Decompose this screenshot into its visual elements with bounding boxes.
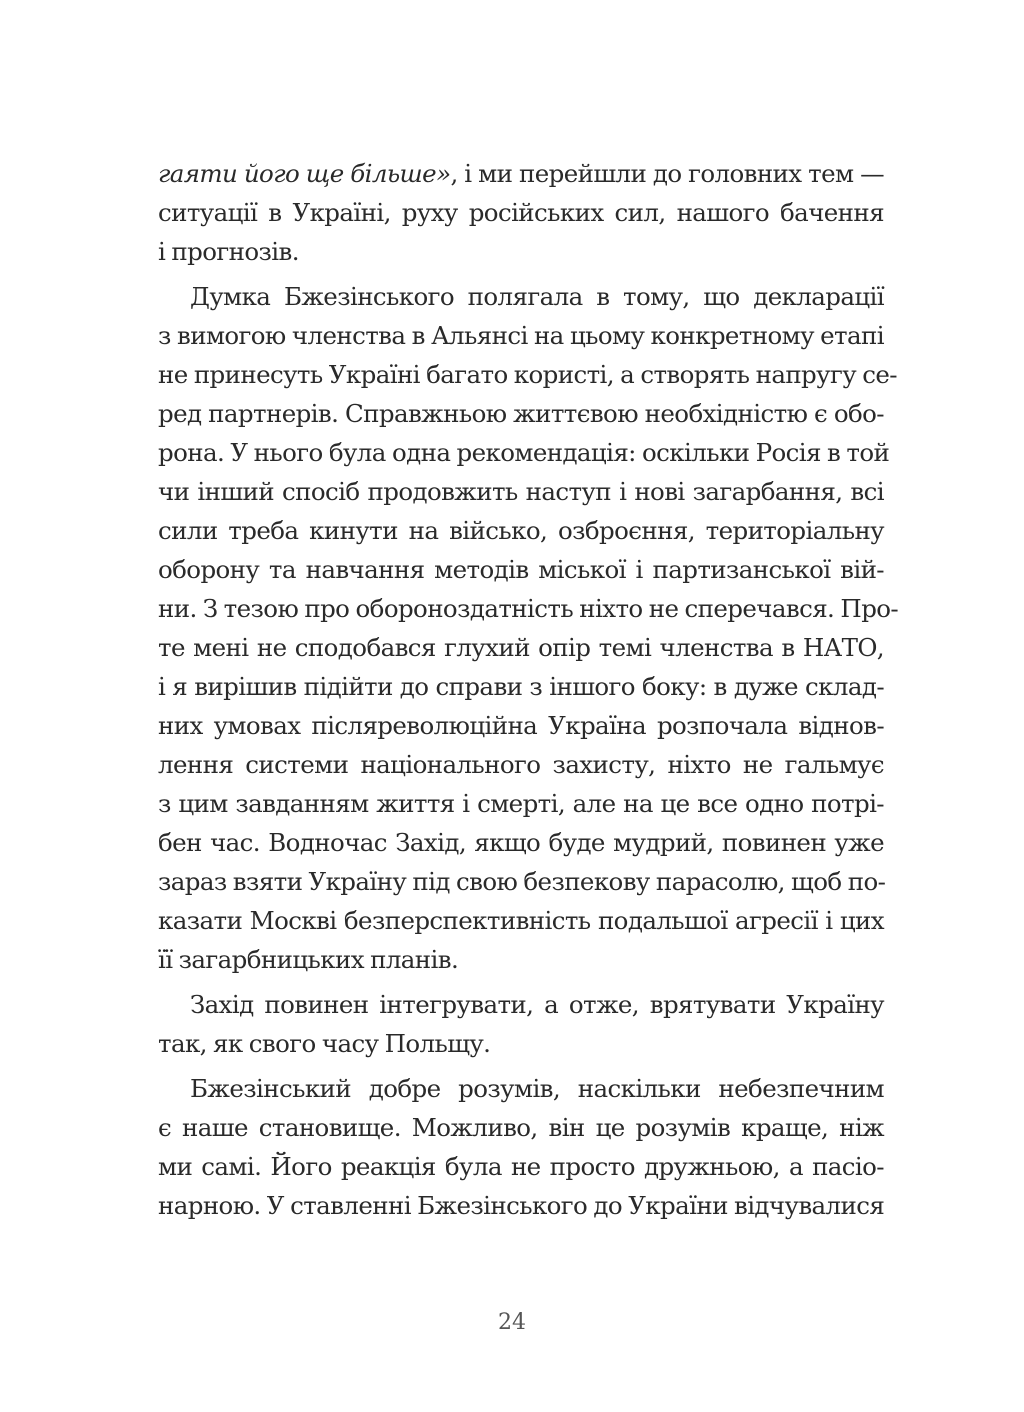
page-body [158, 154, 899, 1225]
text-line [158, 154, 884, 193]
text-line: з вимогою членства в Альянсі на цьому конкретному етапі [158, 321, 884, 350]
text-line: ми самі. Його реакція була не просто дружньою, а пасіо- [158, 1152, 884, 1181]
page-number: 24 [498, 1310, 526, 1335]
text-line: бен час. Водночас Захід, якщо буде мудрий, повинен уже [158, 828, 884, 857]
text-line: чи інший спосіб продовжить наступ і нові загарбання, всі [158, 477, 884, 506]
text-line: нарною. У ставленні Бжезінського до України відчувалися [158, 1191, 885, 1220]
text-line: і прогнозів. [158, 237, 299, 266]
text-line: зараз взяти Україну під свою безпекову парасолю, щоб по- [158, 867, 886, 896]
paragraph-4 [158, 1069, 884, 1225]
text-line: так, як свого часу Польщу. [158, 1029, 491, 1058]
text-line: казати Москві безперспективність подальшої агресії і цих [158, 906, 884, 935]
text-line: них умовах післяреволюційна Україна розпочала віднов- [158, 711, 884, 740]
italic-fragment: гаяти його ще більше» [158, 159, 451, 188]
text-line: Захід повинен інтегрувати, а отже, врятувати Україну [190, 990, 884, 1019]
line-text: , і ми перейшли до головних тем — [450, 159, 885, 188]
text-line: ни. З тезою про обороноздатність ніхто не сперечався. Про- [158, 594, 899, 623]
text-line: з цим завданням життя і смерті, але на це все одно потрі- [158, 789, 884, 818]
text-line: її загарбницьких планів. [158, 945, 459, 974]
text-line: Думка Бжезінського полягала в тому, що декларації [190, 282, 884, 311]
text-line: лення системи національного захисту, ніхто не гальмує [158, 750, 884, 779]
text-line: ситуації в Україні, руху російських сил, нашого бачення [158, 198, 884, 227]
text-line: те мені не сподобався глухий опір темі членства в НАТО, [158, 633, 884, 662]
text-line: і я вирішив підійти до справи з іншого боку: в дуже склад- [158, 672, 884, 701]
text-line: ред партнерів. Справжньою життєвою необхідністю є обо- [158, 399, 884, 428]
paragraph-3 [158, 985, 884, 1063]
text-line: є наше становище. Можливо, він це розумів краще, ніж [158, 1113, 884, 1142]
text-line: оборону та навчання методів міської і партизанської вій- [158, 555, 884, 584]
paragraph-1 [158, 154, 884, 271]
paragraph-2 [158, 277, 899, 979]
text-line: сили треба кинути на військо, озброєння, територіальну [158, 516, 884, 545]
text-line: рона. У нього була одна рекомендація: оскільки Росія в той [158, 438, 890, 467]
text-line: не принесуть Україні багато користі, а створять напругу се- [158, 360, 897, 389]
text-line: Бжезінський добре розумів, наскільки небезпечним [190, 1074, 884, 1103]
